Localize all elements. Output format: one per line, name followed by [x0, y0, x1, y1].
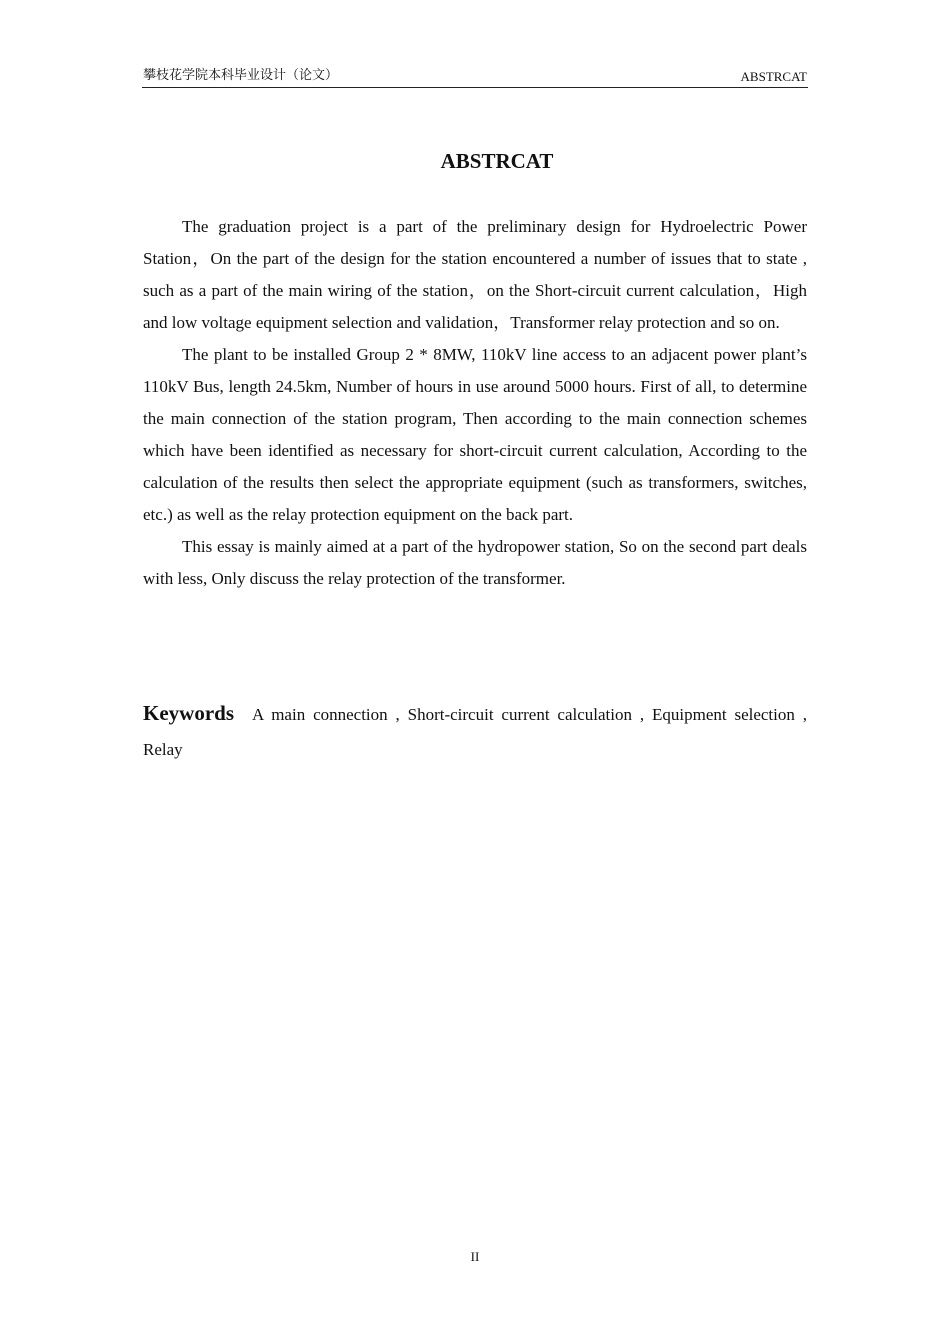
header-divider [142, 87, 808, 88]
abstract-body [143, 211, 807, 595]
abstract-paragraph-1: The graduation project is a part of the preliminary design for Hydroelectric Power Station，On the part of the design for the station encountered a number of issues that to state , such as a part of the main wiring of the station，on the Short-circuit current calculation，High and low voltage equipment selection and validation，Transformer relay protection and so on. [143, 217, 807, 332]
keywords-text: A main connection , Short-circuit current calculation , Equipment selection , Relay [143, 705, 807, 759]
keywords-label: Keywords [143, 701, 234, 725]
running-header-institution: 攀枝花学院本科毕业设计（论文） [143, 68, 339, 83]
abstract-paragraph-2: The plant to be installed Group 2 * 8MW, 110kV line access to an adjacent power plant’s 110kV Bus, length 24.5km, Number of hours in use around 5000 hours. First of all, to determine the main connection of the station program, Then according to the main connection schemes which have been identified as necessary for short-circuit current calculation, According to the calculation of the results then select the appropriate equipment (such as transformers, switches, etc.) as well as the relay protection equipment on the back part. [143, 345, 807, 524]
page-title: ABSTRCAT [440, 149, 554, 173]
page-number: II [470, 1249, 480, 1264]
running-header-section: ABSTRCAT [740, 69, 807, 84]
keywords-section [143, 696, 807, 767]
abstract-paragraph-3: This essay is mainly aimed at a part of the hydropower station, So on the second part deals with less, Only discuss the relay protection of the transformer. [143, 537, 807, 588]
